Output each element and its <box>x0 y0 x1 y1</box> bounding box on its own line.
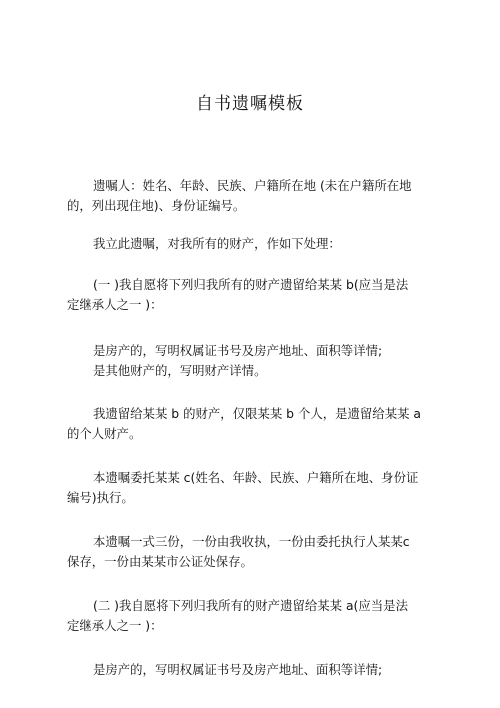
document-title: 自书遗嘱模板 <box>196 94 304 114</box>
paragraph-copies <box>67 532 433 572</box>
paragraph-declaration <box>67 234 433 254</box>
paragraph-line: 本遗嘱委托某某 c(姓名、年龄、民族、户籍所在地、身份证 <box>93 470 419 485</box>
paragraph-property-details <box>67 341 433 381</box>
paragraph-line: 遗嘱人：姓名、年龄、民族、户籍所在地 (未在户籍所在地 <box>93 178 412 193</box>
paragraph-line: 我遗留给某某 b 的财产，仅限某某 b 个人，是遗留给某某 a <box>93 406 422 421</box>
paragraph-line: 保存，一份由某某市公证处保存。 <box>67 554 253 569</box>
paragraph-line: 我立此遗嘱，对我所有的财产，作如下处理： <box>93 236 341 251</box>
paragraph-line: 是房产的，写明权属证书号及房产地址、面积等详情; <box>93 343 383 358</box>
paragraph-line: 定继承人之一 )： <box>67 297 163 312</box>
paragraph-line: 本遗嘱一式三份，一份由我收执，一份由委托执行人某某c <box>93 534 410 549</box>
paragraph-line: 编号)执行。 <box>67 490 134 505</box>
paragraph-line: 的个人财产。 <box>67 426 142 441</box>
paragraph-bequest-a <box>67 596 433 636</box>
paragraph-line: 定继承人之一 )： <box>67 618 163 633</box>
paragraph-executor <box>67 468 433 508</box>
paragraph-personal-property <box>67 404 433 444</box>
paragraph-line: (一 )我自愿将下列归我所有的财产遗留给某某 b(应当是法 <box>93 277 409 292</box>
paragraph-line: 是其他财产的，写明财产详情。 <box>93 363 267 378</box>
paragraph-line: 的，列出现住地)、身份证编号。 <box>67 198 246 213</box>
paragraph-line: (二 )我自愿将下列归我所有的财产遗留给某某 a(应当是法 <box>93 598 408 613</box>
paragraph-bequest-b <box>67 275 433 315</box>
paragraph-property-details-2 <box>67 660 433 680</box>
paragraph-line: 是房产的，写明权属证书号及房产地址、面积等详情; <box>93 662 383 677</box>
paragraph-testator-info <box>67 176 433 216</box>
